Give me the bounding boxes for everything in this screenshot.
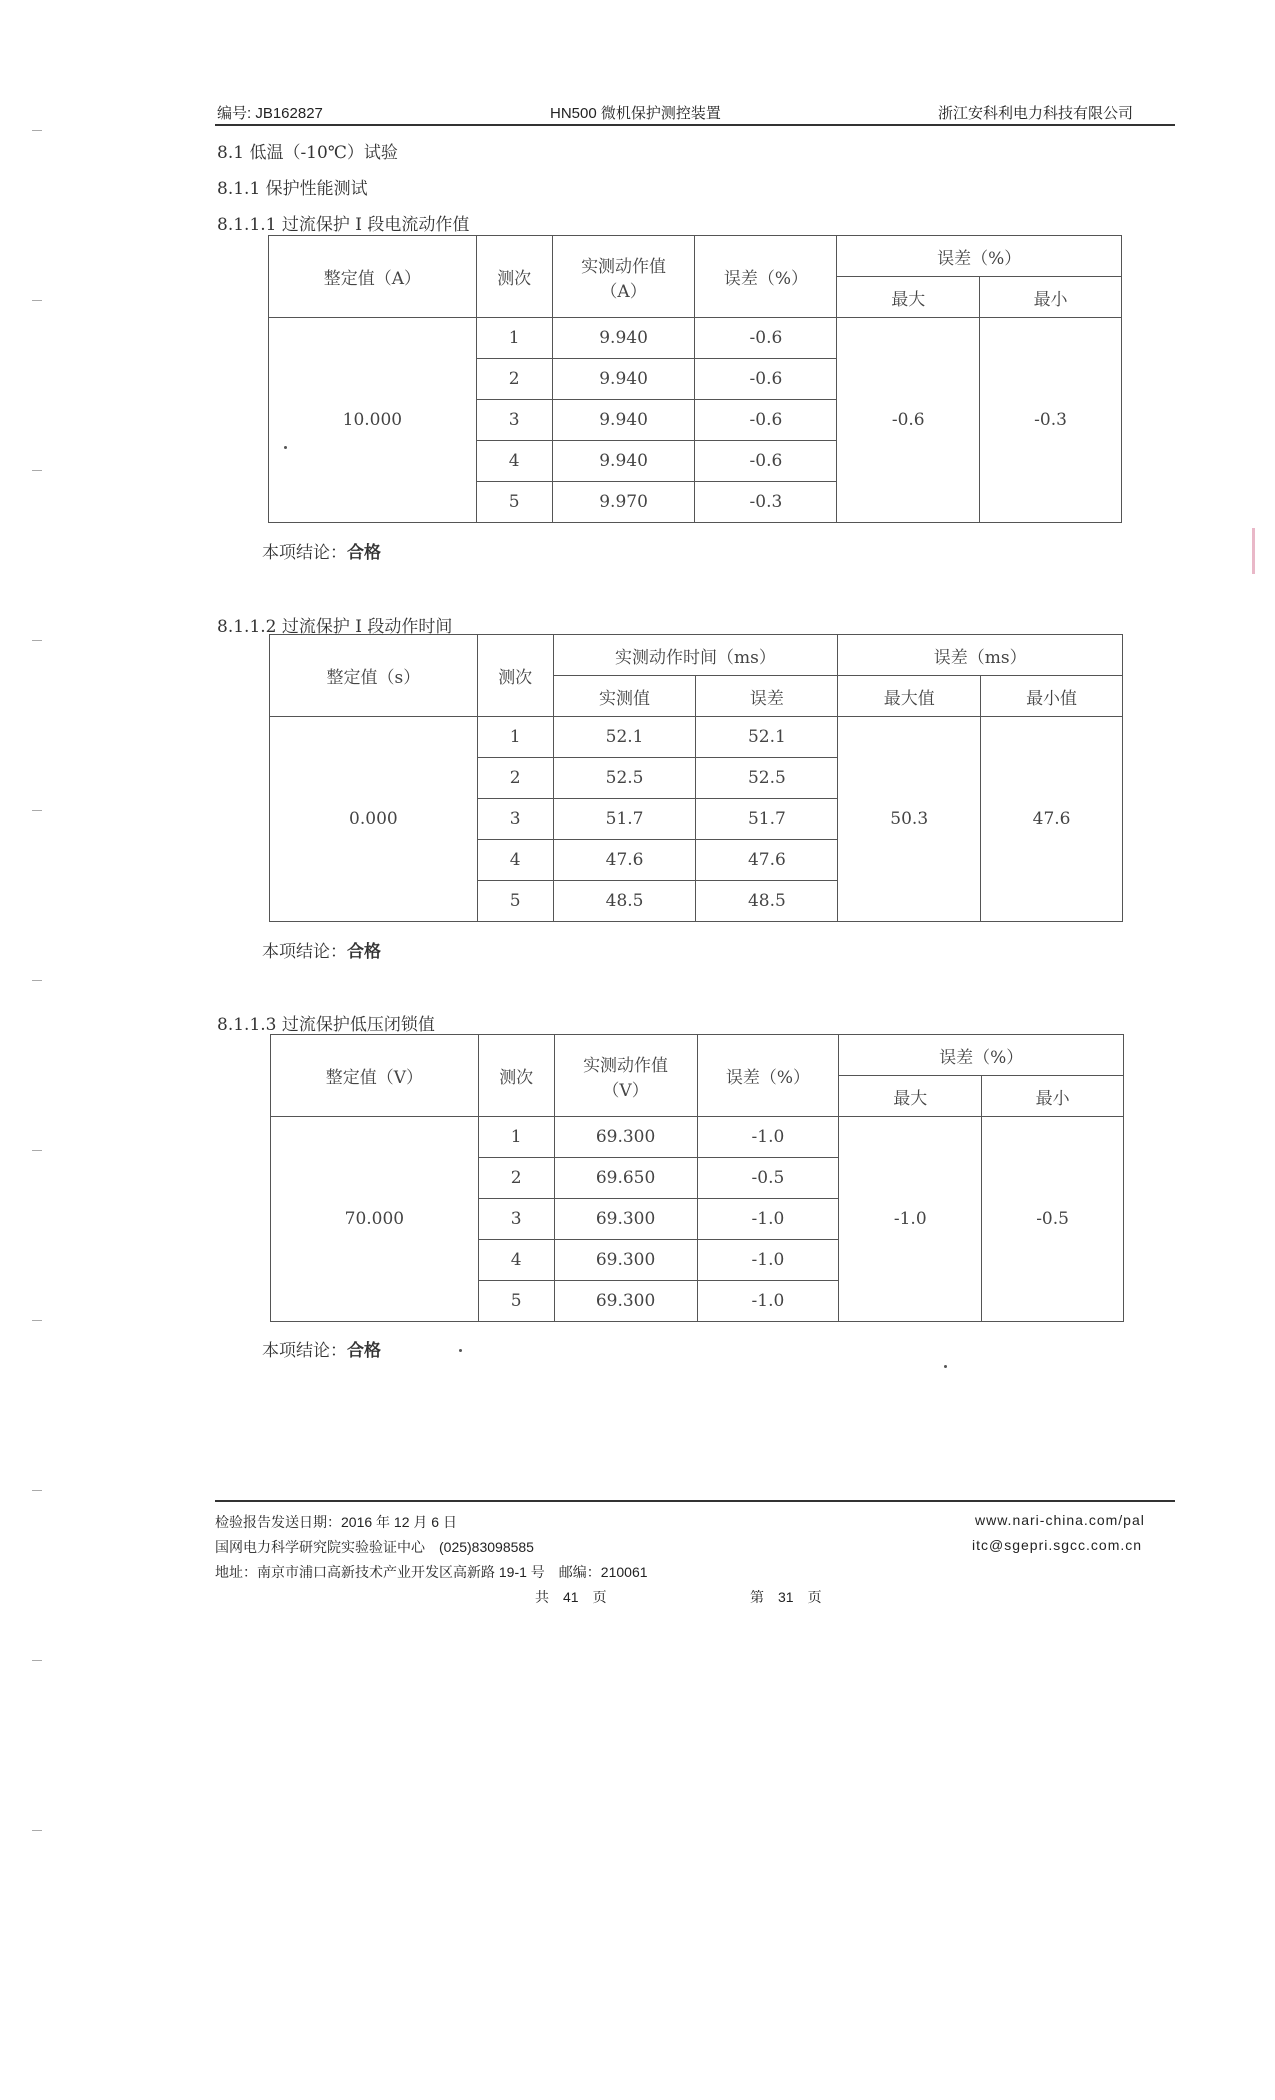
header-measured: 实测动作值 （A） <box>552 236 695 318</box>
address: 地址：南京市浦口高新技术产业开发区高新路 19-1 号 邮编：210061 <box>215 1564 648 1580</box>
table-operating-time <box>269 634 1123 922</box>
measured-cell: 9.940 <box>552 441 695 482</box>
institute: 国网电力科学研究院实验验证中心 (025)83098585 <box>215 1539 534 1555</box>
trial-cell: 1 <box>478 1117 554 1158</box>
header-error: 误差（%） <box>695 236 837 318</box>
scan-mark <box>32 1490 42 1491</box>
trial-cell: 3 <box>478 1199 554 1240</box>
section-8-1-1: 8.1.1 保护性能测试 <box>217 179 368 199</box>
min-value: 47.6 <box>981 717 1123 922</box>
table-undervoltage-lockout <box>270 1034 1124 1322</box>
trial-cell: 5 <box>478 1281 554 1322</box>
header-min: 最小 <box>980 277 1122 318</box>
max-value: 50.3 <box>838 717 981 922</box>
header-measured-group: 实测动作时间（ms） <box>553 635 838 676</box>
setting-value: 70.000 <box>271 1117 479 1322</box>
scan-mark <box>32 1150 42 1151</box>
device-name: HN500 微机保护测控装置 <box>550 105 721 122</box>
header-trial: 测次 <box>476 236 552 318</box>
header-rule <box>215 124 1175 126</box>
section-8-1: 8.1 低温（-10℃）试验 <box>217 143 398 163</box>
scan-mark <box>32 470 42 471</box>
header-max: 最大值 <box>838 676 981 717</box>
table-current-pickup <box>268 235 1122 523</box>
measured-cell: 9.940 <box>552 318 695 359</box>
measured-cell: 69.300 <box>554 1117 697 1158</box>
trial-cell: 1 <box>476 318 552 359</box>
min-value: -0.5 <box>982 1117 1124 1322</box>
trial-cell: 5 <box>477 881 553 922</box>
header-error-group: 误差（ms） <box>838 635 1123 676</box>
current-page: 第 31 页 <box>750 1589 822 1605</box>
min-value: -0.3 <box>980 318 1122 523</box>
table-row <box>271 1117 1124 1158</box>
header-min: 最小 <box>982 1076 1124 1117</box>
error-cell: -1.0 <box>697 1199 839 1240</box>
website: www.nari-china.com/pal <box>975 1512 1145 1528</box>
error-cell: -1.0 <box>697 1117 839 1158</box>
measured-cell: 48.5 <box>553 881 696 922</box>
header-min: 最小值 <box>981 676 1123 717</box>
measured-cell: 9.970 <box>552 482 695 523</box>
section-8-1-1-2: 8.1.1.2 过流保护 I 段动作时间 <box>217 617 453 637</box>
header-error-group: 误差（%） <box>839 1035 1124 1076</box>
header-max: 最大 <box>837 277 980 318</box>
table-row <box>269 318 1122 359</box>
scan-mark <box>32 980 42 981</box>
scan-mark <box>32 1320 42 1321</box>
scan-dot <box>944 1365 947 1368</box>
table-row <box>270 717 1123 758</box>
error-cell: -0.5 <box>697 1158 839 1199</box>
send-date: 检验报告发送日期：2016 年 12 月 6 日 <box>215 1514 457 1530</box>
error-cell: 48.5 <box>696 881 838 922</box>
measured-cell: 69.300 <box>554 1281 697 1322</box>
error-cell: 52.1 <box>696 717 838 758</box>
trial-cell: 3 <box>477 799 553 840</box>
trial-cell: 1 <box>477 717 553 758</box>
error-cell: -1.0 <box>697 1281 839 1322</box>
error-cell: 47.6 <box>696 840 838 881</box>
header-measured: 实测值 <box>553 676 696 717</box>
measured-cell: 51.7 <box>553 799 696 840</box>
header-setting: 整定值（V） <box>271 1035 479 1117</box>
conclusion-2: 本项结论：合格 <box>262 942 381 962</box>
header-error-group: 误差（%） <box>837 236 1122 277</box>
setting-value: 10.000 <box>269 318 477 523</box>
section-8-1-1-3: 8.1.1.3 过流保护低压闭锁值 <box>217 1015 435 1035</box>
error-cell: -1.0 <box>697 1240 839 1281</box>
trial-cell: 4 <box>476 441 552 482</box>
trial-cell: 2 <box>477 758 553 799</box>
measured-cell: 52.5 <box>553 758 696 799</box>
scan-mark <box>32 810 42 811</box>
scan-mark <box>32 1830 42 1831</box>
measured-cell: 52.1 <box>553 717 696 758</box>
measured-cell: 9.940 <box>552 400 695 441</box>
header-max: 最大 <box>839 1076 982 1117</box>
scan-mark <box>32 300 42 301</box>
trial-cell: 5 <box>476 482 552 523</box>
conclusion-1: 本项结论：合格 <box>262 543 381 563</box>
error-cell: -0.6 <box>695 400 837 441</box>
trial-cell: 4 <box>477 840 553 881</box>
scan-mark <box>32 1660 42 1661</box>
error-cell: -0.6 <box>695 359 837 400</box>
company-name: 浙江安科利电力科技有限公司 <box>938 105 1134 122</box>
header-setting: 整定值（A） <box>269 236 477 318</box>
total-pages: 共 41 页 <box>535 1589 607 1605</box>
section-8-1-1-1: 8.1.1.1 过流保护 I 段电流动作值 <box>217 215 470 235</box>
max-value: -1.0 <box>839 1117 982 1322</box>
scan-mark <box>32 130 42 131</box>
measured-cell: 69.300 <box>554 1240 697 1281</box>
measured-cell: 69.300 <box>554 1199 697 1240</box>
header-trial: 测次 <box>478 1035 554 1117</box>
conclusion-3: 本项结论：合格 <box>262 1341 381 1361</box>
header-error: 误差（%） <box>697 1035 839 1117</box>
error-cell: 51.7 <box>696 799 838 840</box>
scan-mark <box>32 640 42 641</box>
report-number: 编号: JB162827 <box>217 105 323 122</box>
trial-cell: 4 <box>478 1240 554 1281</box>
measured-cell: 47.6 <box>553 840 696 881</box>
header-error: 误差 <box>696 676 838 717</box>
error-cell: -0.6 <box>695 441 837 482</box>
header-measured: 实测动作值 （V） <box>554 1035 697 1117</box>
scan-edge-mark <box>1252 528 1255 574</box>
trial-cell: 2 <box>478 1158 554 1199</box>
scan-dot <box>459 1349 462 1352</box>
scan-dot <box>284 446 287 449</box>
header-setting: 整定值（s） <box>270 635 478 717</box>
error-cell: 52.5 <box>696 758 838 799</box>
trial-cell: 2 <box>476 359 552 400</box>
header-trial: 测次 <box>477 635 553 717</box>
footer-rule <box>215 1500 1175 1502</box>
measured-cell: 9.940 <box>552 359 695 400</box>
max-value: -0.6 <box>837 318 980 523</box>
error-cell: -0.3 <box>695 482 837 523</box>
email: itc@sgepri.sgcc.com.cn <box>972 1537 1143 1553</box>
setting-value: 0.000 <box>270 717 478 922</box>
measured-cell: 69.650 <box>554 1158 697 1199</box>
trial-cell: 3 <box>476 400 552 441</box>
error-cell: -0.6 <box>695 318 837 359</box>
